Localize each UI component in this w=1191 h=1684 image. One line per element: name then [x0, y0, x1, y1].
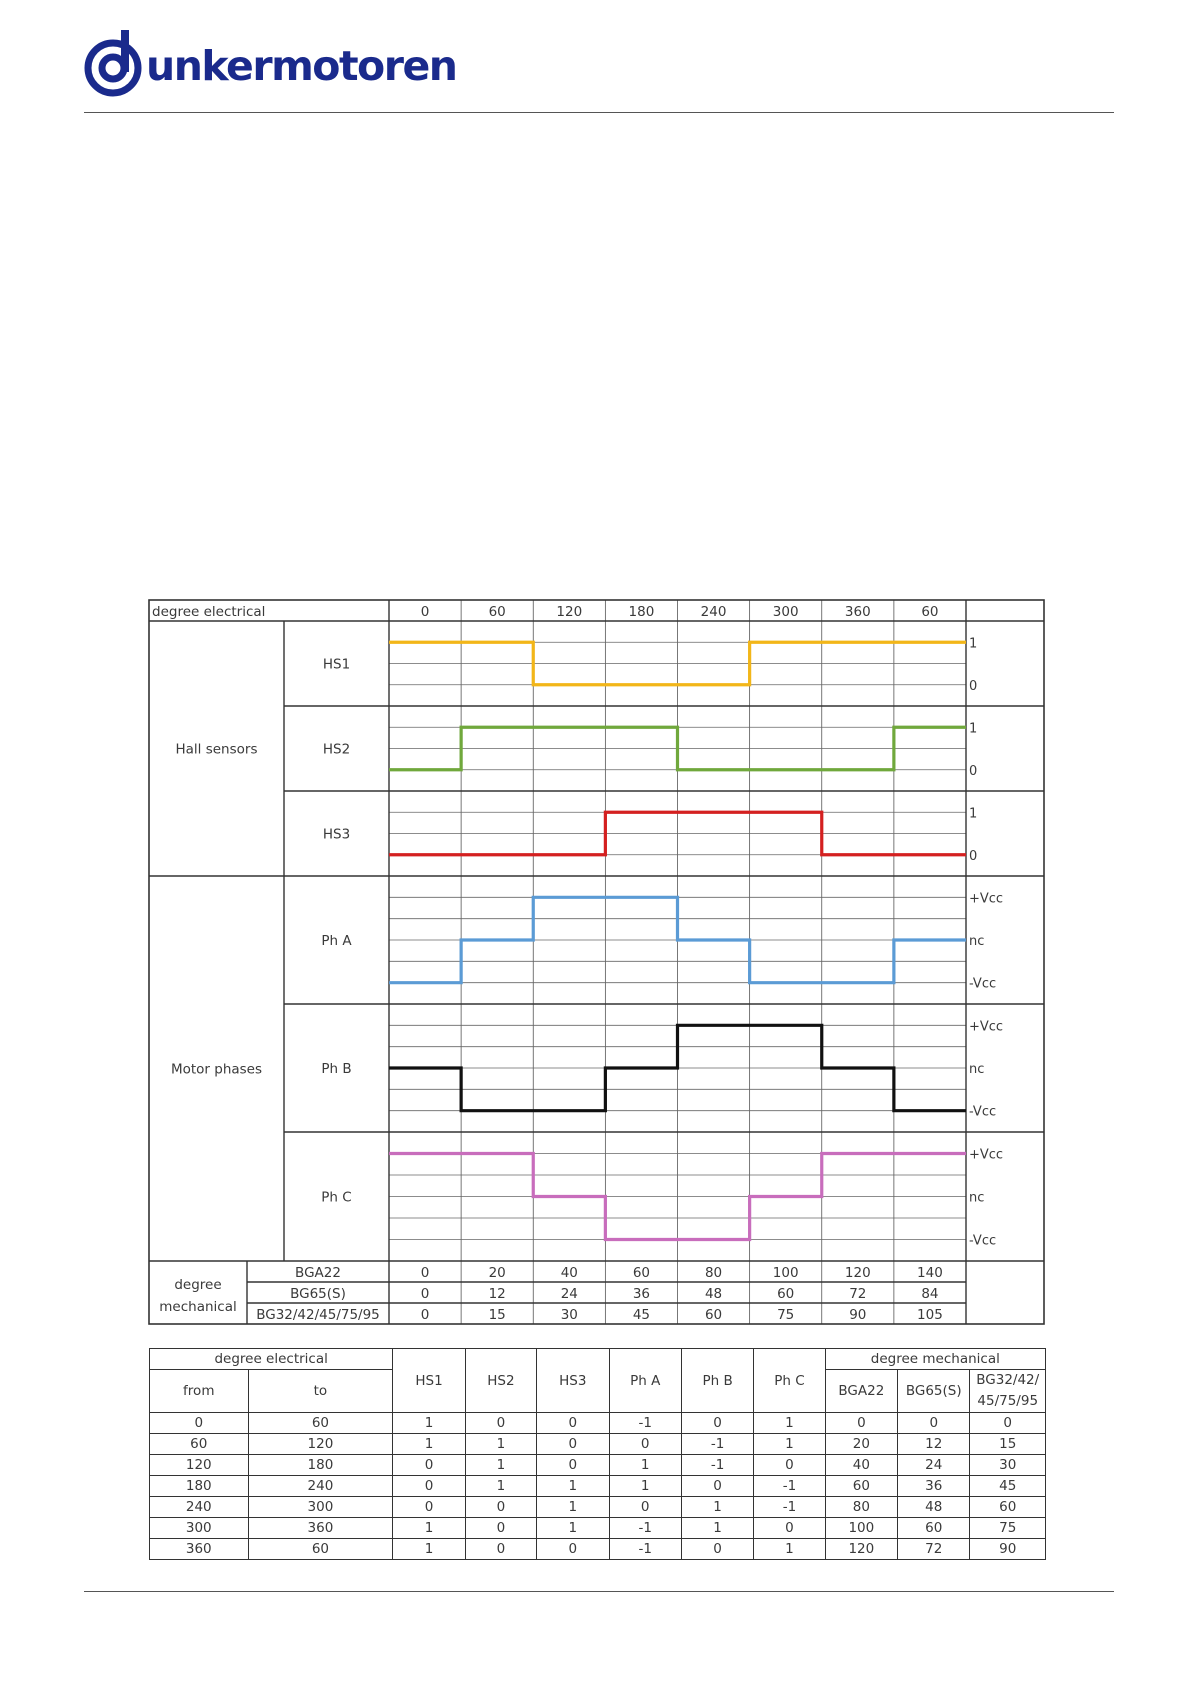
mechanical-degree-value: 84 — [921, 1286, 939, 1302]
cell-bg65: 0 — [898, 1413, 970, 1434]
waveform-grid — [389, 600, 966, 1324]
electrical-tick-label: 120 — [556, 604, 583, 620]
cell-to: 120 — [248, 1434, 393, 1455]
level-label: nc — [969, 1062, 985, 1077]
electrical-tick-label: 60 — [488, 604, 506, 620]
cell-hs3: 0 — [537, 1413, 609, 1434]
cell-hs1: 0 — [393, 1455, 465, 1476]
level-label: -Vcc — [969, 1104, 997, 1120]
cell-hs3: 0 — [537, 1434, 609, 1455]
cell-to: 60 — [248, 1413, 393, 1434]
cell-from: 60 — [150, 1434, 249, 1455]
signal-name-label: HS2 — [322, 741, 351, 758]
cell-bga22: 60 — [825, 1476, 897, 1497]
cell-bga22: 20 — [825, 1434, 897, 1455]
cell-to: 60 — [248, 1539, 393, 1560]
group-label: Motor phases — [170, 1061, 263, 1078]
cell-bga22: 100 — [825, 1518, 897, 1539]
level-label: 0 — [969, 678, 978, 694]
header-from: from — [150, 1370, 249, 1413]
cell-ph-b: 1 — [681, 1497, 753, 1518]
cell-ph-c: -1 — [754, 1497, 825, 1518]
cell-from: 180 — [150, 1476, 249, 1497]
cell-hs3: 1 — [537, 1518, 609, 1539]
level-label: nc — [969, 1190, 985, 1206]
cell-hs1: 1 — [393, 1434, 465, 1455]
mechanical-degree-value: 100 — [772, 1265, 799, 1281]
cell-ph-a: 1 — [609, 1455, 681, 1476]
table-row — [150, 1518, 1046, 1539]
cell-bg32: 60 — [970, 1497, 1046, 1518]
mechanical-degree-value: 140 — [917, 1265, 943, 1281]
cell-ph-b: 0 — [681, 1539, 753, 1560]
mechanical-degree-value: 40 — [560, 1265, 578, 1281]
degree-mechanical-label-line2: mechanical — [159, 1299, 237, 1315]
cell-ph-a: 0 — [609, 1434, 681, 1455]
mechanical-degree-value: 12 — [488, 1286, 506, 1302]
degree-mechanical-label-line1: degree — [174, 1277, 222, 1293]
cell-bg65: 72 — [898, 1539, 970, 1560]
table-row — [150, 1455, 1046, 1476]
signal-name-label: Ph A — [321, 933, 352, 949]
mechanical-degree-value: 30 — [560, 1307, 578, 1323]
cell-bg65: 24 — [898, 1455, 970, 1476]
mechanical-degree-value: 90 — [849, 1307, 867, 1323]
cell-bg32: 90 — [970, 1539, 1046, 1560]
level-label: 1 — [969, 721, 978, 737]
cell-bg32: 15 — [970, 1434, 1046, 1455]
cell-bga22: 120 — [825, 1539, 897, 1560]
cell-from: 300 — [150, 1518, 249, 1539]
cell-bg32: 30 — [970, 1455, 1046, 1476]
mechanical-degree-value: 60 — [632, 1265, 651, 1281]
header-bg32: BG32/42/ 45/75/95 — [970, 1370, 1046, 1413]
signal-name-label: HS1 — [322, 656, 351, 673]
header-bga22: BGA22 — [825, 1370, 897, 1413]
mechanical-degree-value: 80 — [704, 1265, 723, 1281]
mechanical-degree-value: 0 — [420, 1286, 430, 1302]
cell-hs2: 0 — [465, 1518, 536, 1539]
cell-hs2: 1 — [465, 1476, 536, 1497]
cell-bg65: 36 — [898, 1476, 970, 1497]
electrical-tick-label: 300 — [772, 604, 799, 620]
cell-to: 360 — [248, 1518, 393, 1539]
table-row — [150, 1434, 1046, 1455]
header-ph-a: Ph A — [609, 1349, 681, 1413]
level-label: 1 — [969, 636, 978, 652]
cell-hs2: 0 — [465, 1497, 536, 1518]
mechanical-degree-value: 75 — [777, 1307, 795, 1323]
signal-name-label: HS3 — [322, 826, 351, 843]
level-label: -Vcc — [969, 1233, 997, 1249]
header-ph-b: Ph B — [681, 1349, 753, 1413]
cell-ph-c: -1 — [754, 1476, 825, 1497]
cell-ph-c: 1 — [754, 1413, 825, 1434]
cell-ph-c: 1 — [754, 1434, 825, 1455]
table-row — [150, 1497, 1046, 1518]
electrical-tick-label: 0 — [420, 604, 430, 620]
level-label: nc — [969, 934, 985, 949]
header-ph-c: Ph C — [754, 1349, 825, 1413]
cell-from: 0 — [150, 1413, 249, 1434]
footer-divider — [84, 1591, 1114, 1592]
mechanical-degree-value: 60 — [704, 1307, 723, 1323]
level-label: +Vcc — [969, 1147, 1004, 1163]
cell-from: 360 — [150, 1539, 249, 1560]
level-label: -Vcc — [969, 976, 997, 992]
cell-ph-c: 0 — [754, 1455, 825, 1476]
mechanical-degree-value: 48 — [704, 1286, 723, 1302]
brand-wordmark: unkermotoren — [146, 42, 457, 90]
commutation-table-body — [150, 1413, 1046, 1560]
cell-hs1: 0 — [393, 1476, 465, 1497]
mechanical-degree-value: 120 — [844, 1265, 871, 1281]
cell-bg32: 0 — [970, 1413, 1046, 1434]
commutation-table — [149, 1348, 1046, 1560]
cell-ph-a: -1 — [609, 1413, 681, 1434]
mechanical-degree-value: 72 — [849, 1286, 867, 1302]
header-hs1: HS1 — [393, 1349, 465, 1413]
signal-name-label: Ph C — [321, 1189, 352, 1206]
level-label: 1 — [969, 806, 978, 822]
mechanical-degree-value: 24 — [560, 1286, 578, 1302]
cell-hs1: 0 — [393, 1497, 465, 1518]
cell-bga22: 80 — [825, 1497, 897, 1518]
mechanical-degree-value: 36 — [632, 1286, 651, 1302]
table-row — [150, 1539, 1046, 1560]
header-to: to — [248, 1370, 393, 1413]
mechanical-degree-value: 15 — [488, 1307, 506, 1323]
header-degree-electrical: degree electrical — [150, 1349, 393, 1370]
cell-hs2: 1 — [465, 1455, 536, 1476]
cell-ph-a: 1 — [609, 1476, 681, 1497]
header-hs3: HS3 — [537, 1349, 609, 1413]
level-label: +Vcc — [969, 891, 1004, 907]
cell-hs3: 1 — [537, 1497, 609, 1518]
electrical-tick-label: 180 — [628, 604, 655, 620]
table-row — [150, 1476, 1046, 1497]
cell-bg32: 75 — [970, 1518, 1046, 1539]
cell-ph-a: -1 — [609, 1518, 681, 1539]
cell-to: 300 — [248, 1497, 393, 1518]
cell-hs1: 1 — [393, 1413, 465, 1434]
cell-from: 240 — [150, 1497, 249, 1518]
mechanical-degree-value: 60 — [777, 1286, 795, 1302]
header-degree-mechanical: degree mechanical — [825, 1349, 1045, 1370]
cell-hs2: 1 — [465, 1434, 536, 1455]
electrical-tick-label: 60 — [921, 604, 939, 620]
cell-to: 180 — [248, 1455, 393, 1476]
electrical-tick-label: 240 — [700, 604, 727, 620]
level-label: +Vcc — [969, 1019, 1004, 1035]
motor-type-label: BG65(S) — [290, 1286, 346, 1302]
cell-bg32: 45 — [970, 1476, 1046, 1497]
cell-ph-b: 0 — [681, 1413, 753, 1434]
diagram-frame — [149, 600, 1044, 1324]
mechanical-degree-value: 0 — [420, 1307, 430, 1323]
cell-to: 240 — [248, 1476, 393, 1497]
motor-type-label: BG32/42/45/75/95 — [256, 1307, 380, 1323]
cell-ph-a: -1 — [609, 1539, 681, 1560]
cell-ph-b: 1 — [681, 1518, 753, 1539]
table-row — [150, 1413, 1046, 1434]
cell-hs3: 1 — [537, 1476, 609, 1497]
cell-bg65: 60 — [898, 1518, 970, 1539]
cell-hs3: 0 — [537, 1455, 609, 1476]
cell-hs2: 0 — [465, 1539, 536, 1560]
cell-hs1: 1 — [393, 1539, 465, 1560]
cell-ph-b: -1 — [681, 1455, 753, 1476]
degree-electrical-label: degree electrical — [152, 604, 266, 620]
cell-bga22: 40 — [825, 1455, 897, 1476]
cell-bga22: 0 — [825, 1413, 897, 1434]
cell-hs3: 0 — [537, 1539, 609, 1560]
mechanical-degree-value: 45 — [632, 1307, 651, 1323]
group-label: Hall sensors — [175, 741, 258, 758]
cell-ph-b: -1 — [681, 1434, 753, 1455]
header-hs2: HS2 — [465, 1349, 536, 1413]
signal-name-label: Ph B — [321, 1061, 352, 1077]
level-label: 0 — [969, 763, 978, 779]
cell-ph-c: 1 — [754, 1539, 825, 1560]
cell-hs2: 0 — [465, 1413, 536, 1434]
header-bg65: BG65(S) — [898, 1370, 970, 1413]
cell-bg65: 12 — [898, 1434, 970, 1455]
cell-hs1: 1 — [393, 1518, 465, 1539]
cell-bg65: 48 — [898, 1497, 970, 1518]
cell-ph-a: 0 — [609, 1497, 681, 1518]
cell-ph-c: 0 — [754, 1518, 825, 1539]
cell-ph-b: 0 — [681, 1476, 753, 1497]
cell-from: 120 — [150, 1455, 249, 1476]
mechanical-degree-value: 0 — [420, 1265, 430, 1281]
mechanical-degree-value: 20 — [488, 1265, 506, 1281]
level-label: 0 — [969, 848, 978, 864]
mechanical-degree-value: 105 — [917, 1307, 943, 1323]
motor-type-label: BGA22 — [295, 1265, 341, 1281]
electrical-tick-label: 360 — [844, 604, 871, 620]
